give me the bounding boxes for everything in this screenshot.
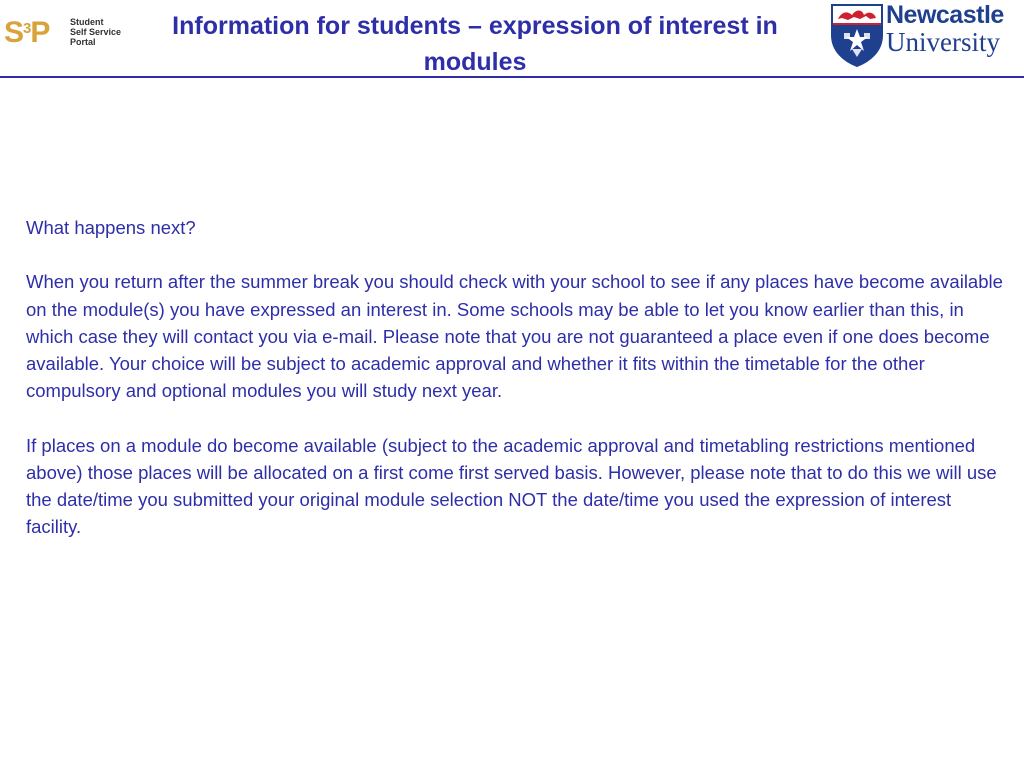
paragraph: If places on a module do become available (subject to the academic approval and timetabling restrictions mentioned above) those places will be allocated on a first come first served basis. However, please note that to do this we will use the date/time you submitted your original module selection NOT the date/time you used the expression of interest facility. [26,434,997,538]
s3p-caption [70,17,121,47]
s3p-logo [4,12,134,52]
university-wordmark-line: Newcastle [886,1,1004,29]
s3p-caption-line: Student [70,17,104,27]
university-wordmark-line: University [886,27,1000,57]
s3p-caption-line: Self Service [70,27,122,37]
body-content [26,214,1011,568]
section-heading: What happens next? [26,217,196,238]
page-title: Information for students – expression of interest in modules [172,12,778,76]
newcastle-university-logo [830,3,1022,67]
s3p-mark: $S^3P$ [4,16,50,49]
title-underline [0,76,1024,78]
paragraph: When you return after the summer break you should check with your school to see if any places have become available on the module(s) you have expressed an interest in. Some schools may be able to let you know earlier than this, in which case they will contact you via e-mail. Please note that you are not guaranteed a place even if one does become available. Your choice will be subject to academic approval and whether it fits within the timetable for the other compulsory and optional modules you will study next year. [26,271,1003,402]
university-wordmark [886,3,1004,56]
university-crest-icon [830,3,884,67]
s3p-caption-line: Portal [70,37,96,47]
